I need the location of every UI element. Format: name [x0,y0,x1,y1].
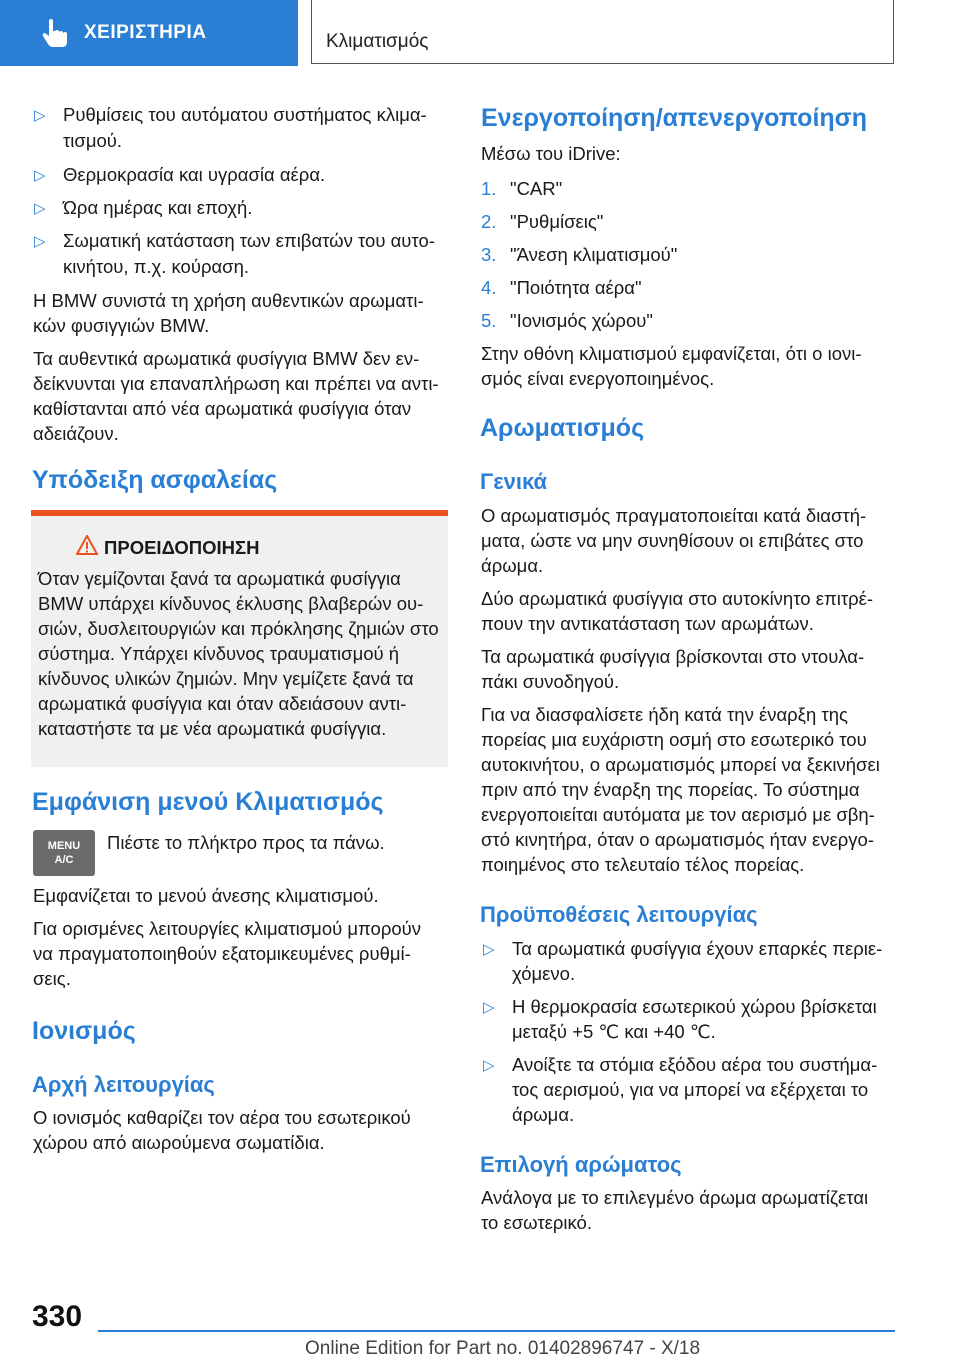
triangle-bullet-icon: ▷ [34,167,46,184]
menu-heading: Εμφάνιση μενού Κλιματισμός [32,788,384,816]
paragraph-line: χώρου από αιωρούμενα σωματίδια. [33,1132,325,1153]
step-number: 4. [481,277,497,298]
paragraph-line: πάκι συνοδηγού. [481,671,620,692]
paragraph-line: ποιημένος στο τελευταίο τέλος πορείας. [481,854,805,875]
general-subheading: Γενικά [480,469,548,494]
activation-heading: Ενεργοποίηση/απενεργοποίηση [481,104,868,132]
warning-line: Όταν γεμίζονται ξανά τα αρωματικά φυσίγγια [38,568,401,589]
triangle-bullet-icon: ▷ [34,233,46,250]
footer-divider [98,1330,895,1332]
paragraph-line: στό κινητήρα, όταν ο αρωματισμός ήταν ενεργο- [481,829,874,850]
menu-press-text: Πιέστε το πλήκτρο προς τα πάνω. [107,832,385,853]
chapter-title-box [311,0,894,64]
ion-subheading: Αρχή λειτουργίας [32,1072,215,1097]
paragraph-line: Στην οθόνη κλιματισμού εμφανίζεται, ότι ο ιονι- [481,343,862,364]
step-number: 1. [481,178,497,199]
paragraph-line: Ο αρωματισμός πραγματοποιείται κατά διαστή- [481,505,867,526]
warning-title: ΠΡΟΕΙΔΟΠΟΙΗΣΗ [104,537,260,558]
paragraph-line: ενεργοποιείται αυτόματα με τον αερισμό με σβη- [481,804,875,825]
step-number: 5. [481,310,497,331]
menu-ac-button-icon: MENU A/C [33,830,95,876]
triangle-bullet-icon: ▷ [483,1057,495,1074]
paragraph-line: το εσωτερικό. [481,1212,592,1233]
paragraph-line: άρωμα. [481,555,544,576]
paragraph-line: Για ορισμένες λειτουργίες κλιματισμού μπορούν [33,918,422,939]
step-text: "Ιονισμός χώρου" [510,310,653,331]
prereq-subheading: Προϋποθέσεις λειτουργίας [480,902,758,927]
step-text: "Ποιότητα αέρα" [510,277,642,298]
warning-line: αρωματικά φυσίγγια και όταν αδειάσουν αντι- [38,693,407,714]
paragraph-line: πουν την αντικατάσταση των αρωμάτων. [481,613,814,634]
paragraph-line: Τα αυθεντικά αρωματικά φυσίγγια BMW δεν εν- [33,348,420,369]
chapter-title: Κλιματισμός [326,31,429,52]
paragraph-line: Η BMW συνιστά τη χρήση αυθεντικών αρωματι- [33,290,424,311]
paragraph-line: κών φυσιγγιών BMW. [33,315,210,336]
paragraph-line: Τα αρωματικά φυσίγγια βρίσκονται στο ντουλα- [481,646,865,667]
paragraph-line: πριν από την έναρξη της πορείας. Το σύστημα [481,779,860,800]
paragraph-line: καθίστανται από νέα αρωματικά φυσίγγια όταν [33,398,412,419]
paragraph-line: Ο ιονισμός καθαρίζει τον αέρα του εσωτερικού [33,1107,411,1128]
paragraph-line: δείκνυνται για επαναπλήρωση και πρέπει να αντι- [33,373,439,394]
section-tab[interactable] [0,0,298,66]
aroma-heading: Αρωματισμός [480,414,645,442]
paragraph-line: ματα, ώστε να μην συνηθίσουν οι επιβάτες στο [481,530,864,551]
paragraph-line: Ανάλογα με το επιλεγμένο άρωμα αρωματίζεται [481,1187,869,1208]
paragraph-line: αδειάζουν. [33,423,119,444]
triangle-bullet-icon: ▷ [34,200,46,217]
ion-heading: Ιονισμός [32,1017,136,1045]
hand-pointer-icon [38,16,72,50]
triangle-bullet-icon: ▷ [483,941,495,958]
warning-triangle-icon [76,535,98,555]
footer-edition: Online Edition for Part no. 01402896747 - X/18 [305,1338,701,1359]
warning-line: BMW υπάρχει κίνδυνος έκλυσης βλαβερών ου- [38,593,424,614]
select-aroma-subheading: Επιλογή αρώματος [480,1152,682,1177]
paragraph-line: να πραγματοποιηθούν εξατομικευμένες ρυθμί- [33,943,411,964]
paragraph-line: Εμφανίζεται το μενού άνεσης κλιματισμού. [33,885,379,906]
warning-line: σύστημα. Υπάρχει κίνδυνος τραυματισμού ή [38,643,400,664]
step-text: "CAR" [510,178,563,199]
step-text: "Ρυθμίσεις" [510,211,604,232]
paragraph-line: αυτοκινήτου, ο αρωματισμός μπορεί να ξεκινήσει [481,754,880,775]
step-number: 3. [481,244,497,265]
page-number: 330 [32,1300,83,1333]
warning-line: καταστήστε τα με νέα αρωματικά φυσίγγια. [38,718,387,739]
paragraph-line: πορείας μια ευχάριστη οσμή στο εσωτερικό του [481,729,867,750]
step-text: "Άνεση κλιματισμού" [510,244,678,265]
paragraph-line: Δύο αρωματικά φυσίγγια στο αυτοκίνητο επιτρέ- [481,588,874,609]
paragraph-line: σεις. [33,968,71,989]
warning-line: κίνδυνος υλικών ζημιών. Μην γεμίζετε ξανά τα [38,668,414,689]
paragraph-line: Για να διασφαλίσετε ήδη κατά την έναρξη της [481,704,848,725]
warning-line: σιών, δυσλειτουργιών και πρόκλησης ζημιών στο [38,618,439,639]
triangle-bullet-icon: ▷ [34,107,46,124]
safety-heading: Υπόδειξη ασφαλείας [32,466,278,494]
section-tab-label: ΧΕΙΡΙΣΤΗΡΙΑ [84,22,207,43]
step-number: 2. [481,211,497,232]
paragraph-line: σμός είναι ενεργοποιημένος. [481,368,715,389]
via-text: Μέσω του iDrive: [481,143,621,164]
triangle-bullet-icon: ▷ [483,999,495,1016]
